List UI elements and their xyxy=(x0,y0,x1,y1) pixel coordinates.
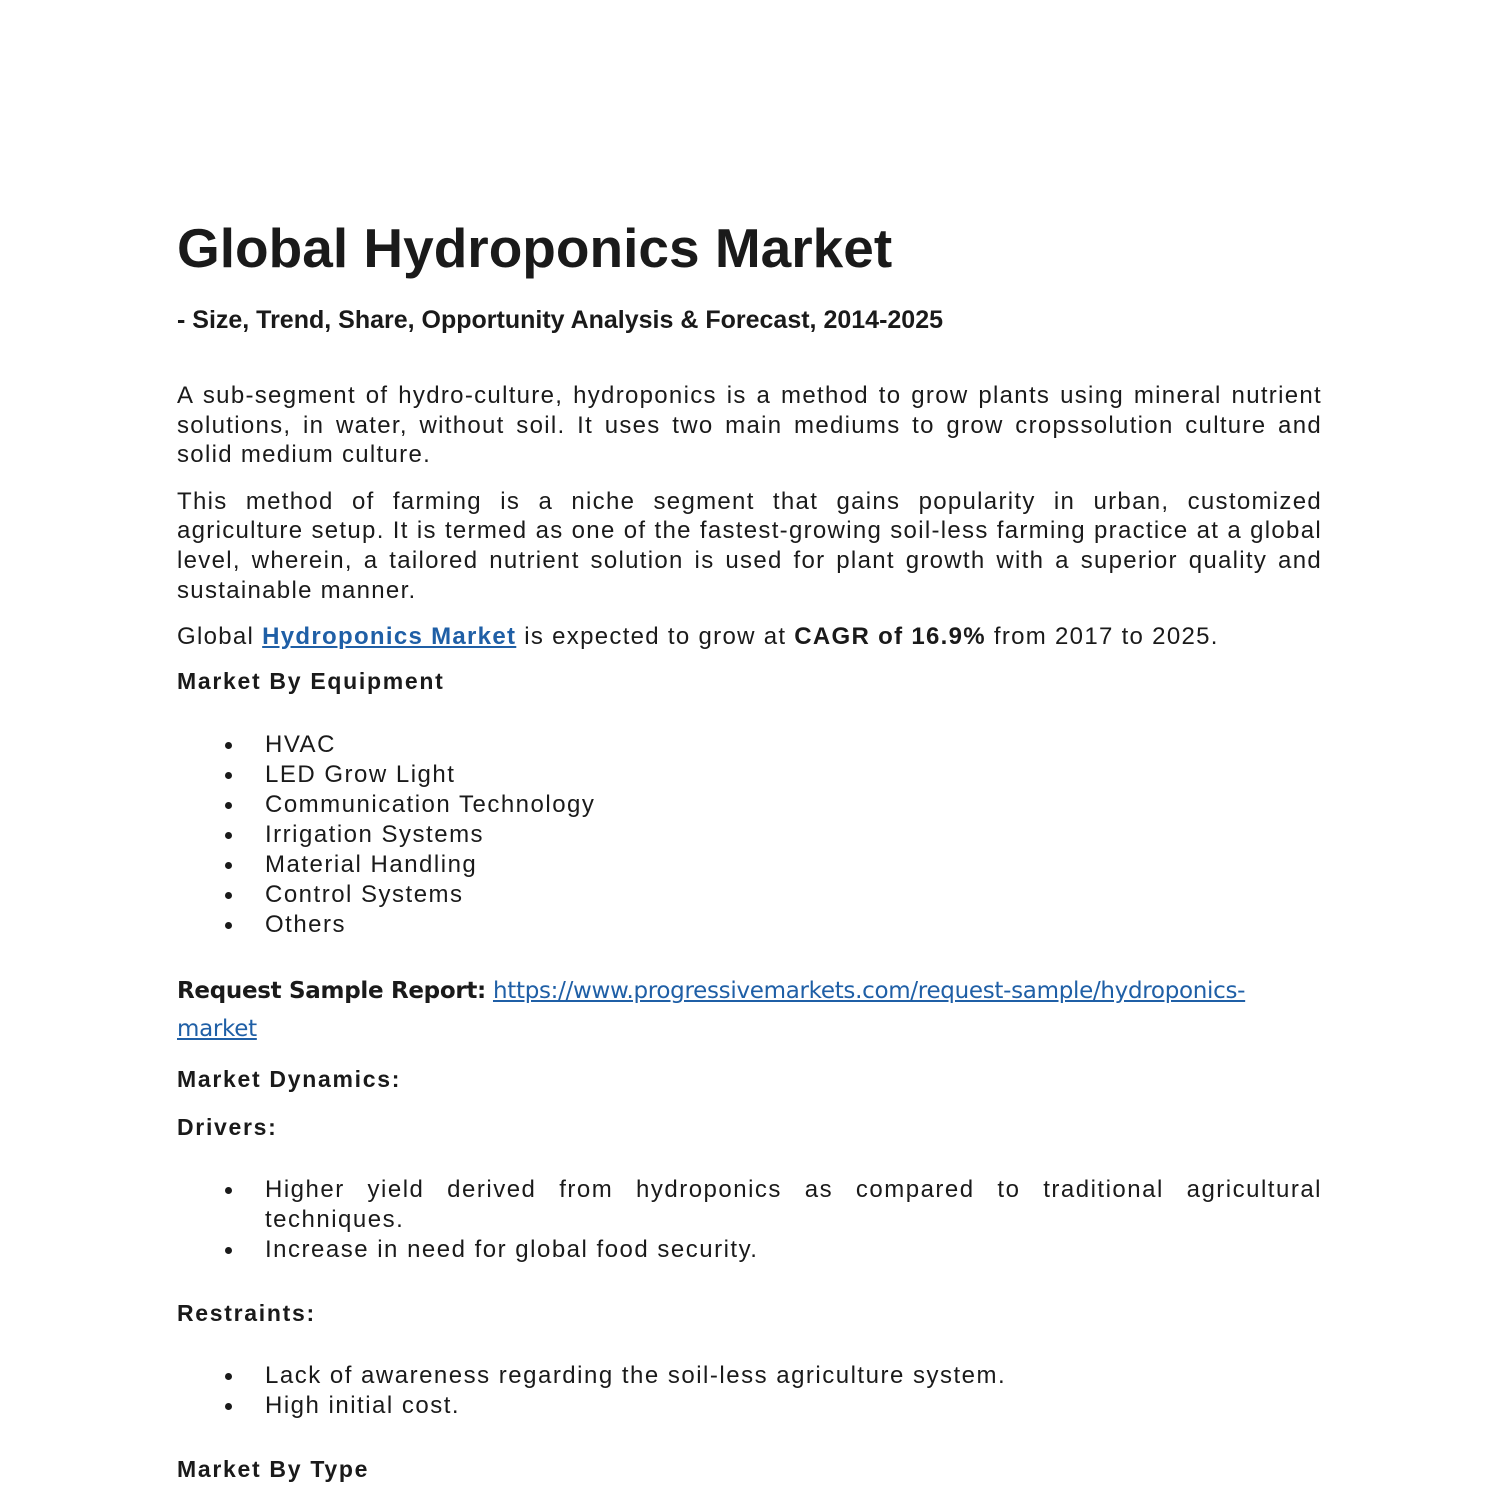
growth-paragraph xyxy=(177,622,1322,652)
page-subtitle: - Size, Trend, Share, Opportunity Analysis & Forecast, 2014-2025 xyxy=(177,306,944,334)
drivers-heading: Drivers: xyxy=(177,1113,278,1140)
request-sample-label: Request Sample Report: xyxy=(177,977,486,1004)
request-sample-link-cont[interactable]: market xyxy=(177,1015,257,1042)
cagr-value: CAGR of 16.9% xyxy=(794,623,986,651)
list-item: Communication Technology xyxy=(177,790,1322,820)
restraints-heading: Restraints: xyxy=(177,1299,316,1326)
list-item: Higher yield derived from hydroponics as compared to traditional agricultural techniques. xyxy=(177,1175,1322,1235)
bullet-icon xyxy=(225,922,232,929)
bullet-icon xyxy=(225,1373,232,1380)
list-item: Material Handling xyxy=(177,850,1322,880)
bullet-icon xyxy=(225,1247,232,1254)
list-item: LED Grow Light xyxy=(177,760,1322,790)
request-sample-link[interactable]: https://www.progressivemarkets.com/request-sample/hydroponics- xyxy=(492,977,1246,1004)
bullet-icon xyxy=(225,892,232,899)
market-by-type-heading: Market By Type xyxy=(177,1455,370,1482)
page-title: Global Hydroponics Market xyxy=(177,217,893,279)
hydroponics-market-link[interactable]: Hydroponics Market xyxy=(262,623,517,651)
list-item: Increase in need for global food security. xyxy=(177,1235,1322,1265)
market-dynamics-heading: Market Dynamics: xyxy=(177,1065,402,1092)
bullet-icon xyxy=(225,772,232,779)
list-item: Control Systems xyxy=(177,880,1322,910)
list-item: Irrigation Systems xyxy=(177,820,1322,850)
equipment-heading: Market By Equipment xyxy=(177,667,445,694)
request-sample-line xyxy=(177,972,1322,1048)
growth-prefix: Global xyxy=(177,623,263,651)
bullet-icon xyxy=(225,742,232,749)
bullet-icon xyxy=(225,802,232,809)
list-item: Lack of awareness regarding the soil-less agriculture system. xyxy=(177,1361,1322,1391)
bullet-icon xyxy=(225,832,232,839)
list-item: High initial cost. xyxy=(177,1391,1322,1421)
equipment-list xyxy=(177,730,1322,940)
drivers-list xyxy=(177,1175,1322,1265)
list-item: Others xyxy=(177,910,1322,940)
restraints-list xyxy=(177,1361,1322,1421)
intro-paragraph: A sub-segment of hydro-culture, hydroponics is a method to grow plants using mineral nutrient solutions, in water, without soil. It uses two main mediums to grow cropssolution culture and solid medium culture. xyxy=(177,382,1322,469)
bullet-icon xyxy=(225,1403,232,1410)
document-body xyxy=(177,381,1322,1484)
growth-suffix: from 2017 to 2025. xyxy=(985,623,1219,651)
bullet-icon xyxy=(225,862,232,869)
method-paragraph: This method of farming is a niche segment that gains popularity in urban, customized agriculture setup. It is termed as one of the fastest-growing soil-less farming practice at a global level, wherein, a tailored nutrient solution is used for plant growth with a superior quality and sustainable manner. xyxy=(177,487,1322,604)
document-page xyxy=(177,0,1322,1500)
growth-middle: is expected to grow at xyxy=(516,623,795,651)
bullet-icon xyxy=(225,1187,232,1194)
list-item: HVAC xyxy=(177,730,1322,760)
